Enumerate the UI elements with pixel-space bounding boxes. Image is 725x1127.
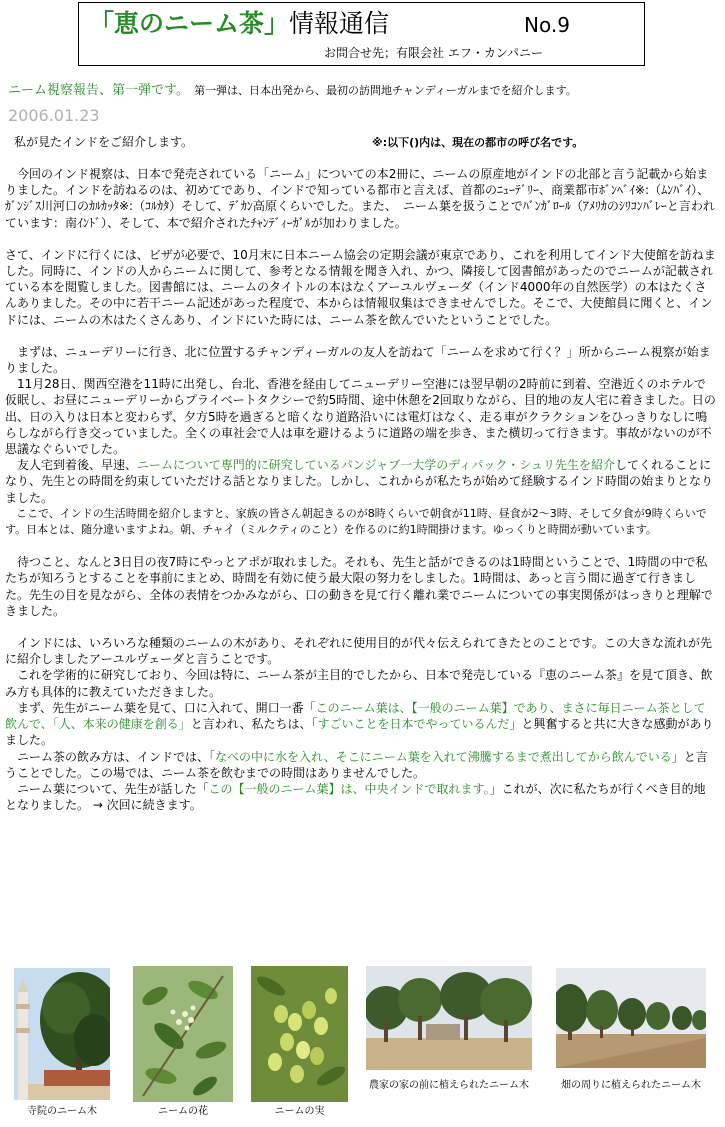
lead-summary: 第一弾は、日本出発から、最初の訪問地チャンディーガルまでを紹介します。 (194, 84, 577, 97)
quote-highlight-4: この【一般のニーム葉】は、中央インドで取れます。 (208, 781, 490, 796)
issue-number: No.9 (524, 13, 570, 37)
paragraph-9: これを学術的に研究しており、今回は特に、ニーム茶が主目的でしたから、日本で発売している『恵のニーム茶』を見て頂き、飲み方も具体的に教えていただきました。 (5, 668, 713, 699)
paragraph-6: ここで、インドの生活時間を紹介しますと、家族の皆さん朝起きるのが8時くらいで朝食が11時、昼食が2～3時、そして夕食が9時くらいです。日本とは、随分違いますよね。朝、チャイ（ミルクティのこと）を作るのに約1時間掛けます。ゆっくりと時間が動いています。 (5, 506, 707, 537)
quote-highlight-3: なべの中に水を入れ、そこにニーム葉を入れて沸騰するまで煮出してから飲んでいる (215, 749, 672, 764)
photo-farmhouse-neem-trees (366, 966, 532, 1070)
caption-neem-fruit: ニームの実 (274, 1106, 325, 1117)
intro-line: 私が見たインドをご紹介します。 (14, 135, 194, 149)
paragraph-4: 11月28日、関西空港を11時に出発し、台北、香港を経由してニューデリー空港には翌早朝の2時前に到着、空港近くのホテルで仮眠し、お昼にニューデリーからプライベートタクシーで約5時間、途中休憩を2回取りながら、目的地の友人宅に着きました。日の出、日の入りは日本と変わらず、夕方5時を過ぎると暗くなり道路沿いには電灯はなく、走る車がクラクションをひっきりなしに鳴らしながら行き交っていました。全くの車社会で人は車を避けるように道路の端を歩き、また横切って行きます。事故がないのが不思議なぐらいでした。 (5, 377, 716, 457)
caption-field-neem-trees: 畑の周りに植えられたニーム木 (561, 1080, 701, 1091)
paragraph-11: ニーム茶の飲み方は、インドでは、「なべの中に水を入れ、そこにニーム葉を入れて沸騰するまで煮出してから飲んでいる」と言うことでした。この場では、ニーム茶を飲むまでの時間はありませんでした。 (5, 749, 708, 780)
article-body (5, 166, 717, 813)
newsletter-title (89, 9, 389, 39)
paragraph-1: 今回のインド視察は、日本で発売されている「ニーム」についての本2冊に、ニームの原産地がインドの北部と言う記載から始まりました。インドを訪ねるのは、初めてであり、インドで知っている都市と言えば、首都のﾆｭｰﾃﾞﾘｰ、商業都市ﾎﾞﾝﾍﾞｲ※:（ﾑﾝﾊﾞｲ）、ｶﾞﾝｼﾞｽ川河口のｶﾙｶｯﾀ※:（ｺﾙｶﾀ）そして、ﾃﾞｶﾝ高原くらいでした。また、 ニーム葉を扱うことでﾊﾞﾝｶﾞﾛｰﾙ（ｱﾒﾘｶのｼﾘｺﾝﾊﾞﾚｰと言われています：南ｲﾝﾄﾞ）、そして、本で紹介されたﾁｬﾝﾃﾞｨｰｶﾞﾙが加わりました。 (5, 167, 715, 230)
quote-highlight-1: このニーム葉は、【一般のニーム葉】であり、まさに毎日ニーム茶として飲んで、「人、本来の健康を創る」 (5, 700, 706, 732)
caption-farmhouse-neem-trees: 農家の家の前に植えられたニーム木 (369, 1080, 529, 1091)
photo-neem-flowers (133, 966, 233, 1102)
professor-highlight: ニームについて専門的に研究しているパンジャブ一大学のディパック・シュリ先生を紹介 (137, 458, 616, 473)
paragraph-7: 待つこと、なんと3日目の夜7時にやっとアポが取れました。それも、先生と話ができるのは1時間ということで、1時間の中で私たちが知ろうとすることを事前にまとめ、時間を有効に使う最大限の努力をしました。1時間は、あっと言う間に過ぎて行きました。先生の目を見ながら、全体の表情をつかみながら、口の動きを見て行く離れ業でニームについての事実関係がはっきりと理解できました。 (5, 555, 713, 618)
brand-name: 「恵のニーム茶」 (89, 9, 290, 38)
title-text: 情報通信 (289, 9, 390, 38)
newsletter-header (78, 2, 645, 66)
issue-date: 2006.01.23 (8, 106, 100, 125)
city-name-note: ※:以下()内は、現在の都市の呼び名です。 (372, 136, 584, 149)
quote-highlight-2: すごいことを日本でやっているんだ (317, 717, 510, 732)
paragraph-8: インドには、いろいろな種類のニームの木があり、それぞれに使用目的が代々伝えられてきたとのことです。この大きな流れが先に紹介しましたアーユルヴェーダと言うことです。 (5, 636, 713, 667)
paragraph-12: ニーム葉について、先生が話した「この【一般のニーム葉】は、中央インドで取れます。」これが、次に私たちが行くべき目的地となりました。 → 次回に続きます。 (5, 781, 706, 813)
contact-info: お問合せ先；有限会社 エフ・カンパニー (324, 46, 543, 60)
photo-temple-neem-tree (14, 968, 110, 1100)
paragraph-3: まずは、ニューデリーに行き、北に位置するチャンディーガルの友人を訪ねて「ニームを求めて行く？」所からニーム視察が始まりました。 (5, 344, 711, 376)
photo-neem-fruit (251, 966, 348, 1102)
photo-field-neem-trees (556, 968, 706, 1068)
paragraph-10: まず、先生がニーム葉を見て、口に入れて、開口一番「このニーム葉は、【一般のニーム葉】であり、まさに毎日ニーム茶として飲んで、「人、本来の健康を創る」と言われ、私たちは、「すごいことを日本でやっているんだ」と興奮すると共に大きな感動がありました。 (5, 700, 714, 748)
caption-neem-flowers: ニームの花 (158, 1106, 208, 1117)
paragraph-2: さて、インドに行くには、ビザが必要で、10月末に日本ニーム協会の定期会議が東京であり、これを利用してインド大使館を訪ねました。同時に、インドの人からニームに関して、参考となる情報を聞き入れ、かつ、隣接して図書館があったのでニームが記載されている本を閲覧しました。図書館には、ニームのタイトルの本はなくアーユルヴェーダ（インド4000年の自然医学）の本はたくさんありました。その中に若干ニーム記述があった程度で、本からは情報収集はできませんでした。そこで、大使館員に聞くと、インドには、ニームの木はたくさんあり、インドにいた時には、ニーム茶を飲んでいたということでした。 (5, 247, 716, 327)
lead-line (8, 81, 720, 99)
lead-headline: ニーム視察報告、第一弾です。 (8, 83, 189, 98)
caption-temple-neem-tree: 寺院のニーム木 (27, 1106, 97, 1117)
paragraph-5: 友人宅到着後、早速、ニームについて専門的に研究しているパンジャブ一大学のディパック・シュリ先生を紹介してくれることになり、先生との時間を約束していただける話となりました。しかし、これからが私たちが始めて経験するインド時間の始まりとなりました。 (5, 458, 714, 505)
